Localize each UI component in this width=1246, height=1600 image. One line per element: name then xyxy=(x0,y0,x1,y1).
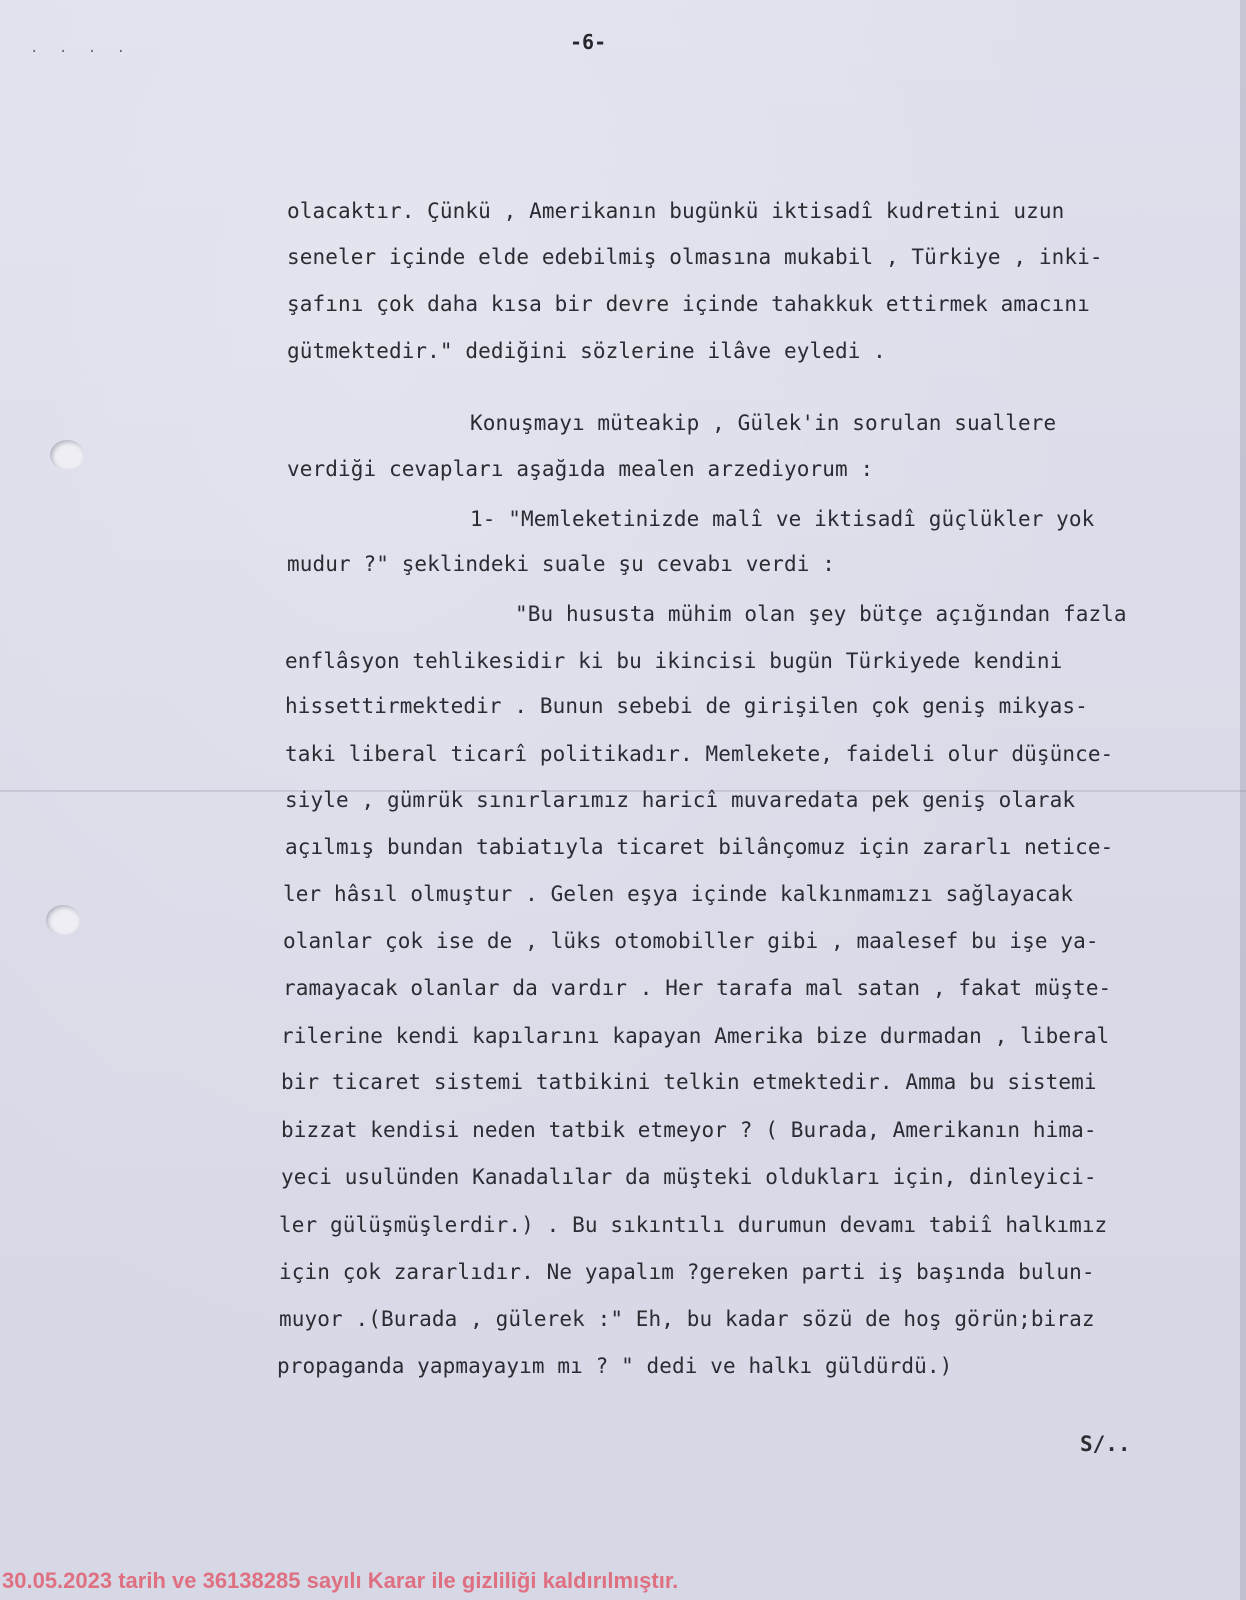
body-line: hissettirmektedir . Bunun sebebi de girişilen çok geniş mikyas- xyxy=(285,694,1088,718)
body-line: enflâsyon tehlikesidir ki bu ikincisi bugün Türkiyede kendini xyxy=(285,649,1063,673)
body-line: muyor .(Burada , gülerek :" Eh, bu kadar sözü de hoş görün;biraz xyxy=(279,1307,1095,1331)
page-number: -6- xyxy=(570,30,607,54)
punch-hole-bottom xyxy=(46,905,80,935)
body-line: Konuşmayı müteakip , Gülek'in sorulan suallere xyxy=(470,411,1057,435)
body-line: "Bu hususta mühim olan şey bütçe açığından fazla xyxy=(515,602,1127,626)
body-line: olacaktır. Çünkü , Amerikanın bugünkü iktisadî kudretini uzun xyxy=(287,199,1065,223)
body-line: şafını çok daha kısa bir devre içinde tahakkuk ettirmek amacını xyxy=(287,292,1090,316)
body-line: rilerine kendi kapılarını kapayan Amerika bize durmadan , liberal xyxy=(281,1024,1110,1048)
body-line: bizzat kendisi neden tatbik etmeyor ? ( Burada, Amerikanın hima- xyxy=(281,1118,1097,1142)
body-line: verdiği cevapları aşağıda mealen arzediyorum : xyxy=(287,457,874,481)
body-line: taki liberal ticarî politikadır. Memlekete, faideli olur düşünce- xyxy=(285,742,1114,766)
body-line: gütmektedir." dediğini sözlerine ilâve eyledi . xyxy=(287,339,886,363)
punch-hole-top xyxy=(50,440,84,470)
body-line: seneler içinde elde edebilmiş olmasına mukabil , Türkiye , inki- xyxy=(287,245,1103,269)
body-line: için çok zararlıdır. Ne yapalım ?gereken parti iş başında bulun- xyxy=(279,1260,1095,1284)
body-line: açılmış bundan tabiatıyla ticaret bilânçomuz için zararlı netice- xyxy=(285,835,1114,859)
continuation-mark: S/.. xyxy=(1080,1432,1131,1456)
body-line: siyle , gümrük sınırlarımız haricî muvaredata pek geniş olarak xyxy=(285,788,1076,812)
body-line: ler hâsıl olmuştur . Gelen eşya içinde kalkınmamızı sağlayacak xyxy=(283,882,1074,906)
body-line: mudur ?" şeklindeki suale şu cevabı verdi : xyxy=(287,552,835,576)
body-line: bir ticaret sistemi tatbikini telkin etmektedir. Amma bu sistemi xyxy=(281,1070,1097,1094)
body-line: yeci usulünden Kanadalılar da müşteki oldukları için, dinleyici- xyxy=(281,1165,1097,1189)
declassification-stamp: 30.05.2023 tarih ve 36138285 sayılı Karar ile gizliliği kaldırılmıştır. xyxy=(2,1568,679,1593)
paper-edge-shadow xyxy=(1240,0,1246,1600)
body-line: olanlar çok ise de , lüks otomobiller gibi , maalesef bu işe ya- xyxy=(283,929,1099,953)
body-line: 1- "Memleketinizde malî ve iktisadî güçlükler yok xyxy=(470,507,1095,531)
body-line: propaganda yapmayayım mı ? " dedi ve halkı güldürdü.) xyxy=(277,1354,953,1378)
body-line: ler gülüşmüşlerdir.) . Bu sıkıntılı durumun devamı tabiî halkımız xyxy=(279,1213,1108,1237)
body-line: ramayacak olanlar da vardır . Her tarafa mal satan , fakat müşte- xyxy=(283,976,1112,1000)
paper-specks: · · · · xyxy=(30,44,132,60)
